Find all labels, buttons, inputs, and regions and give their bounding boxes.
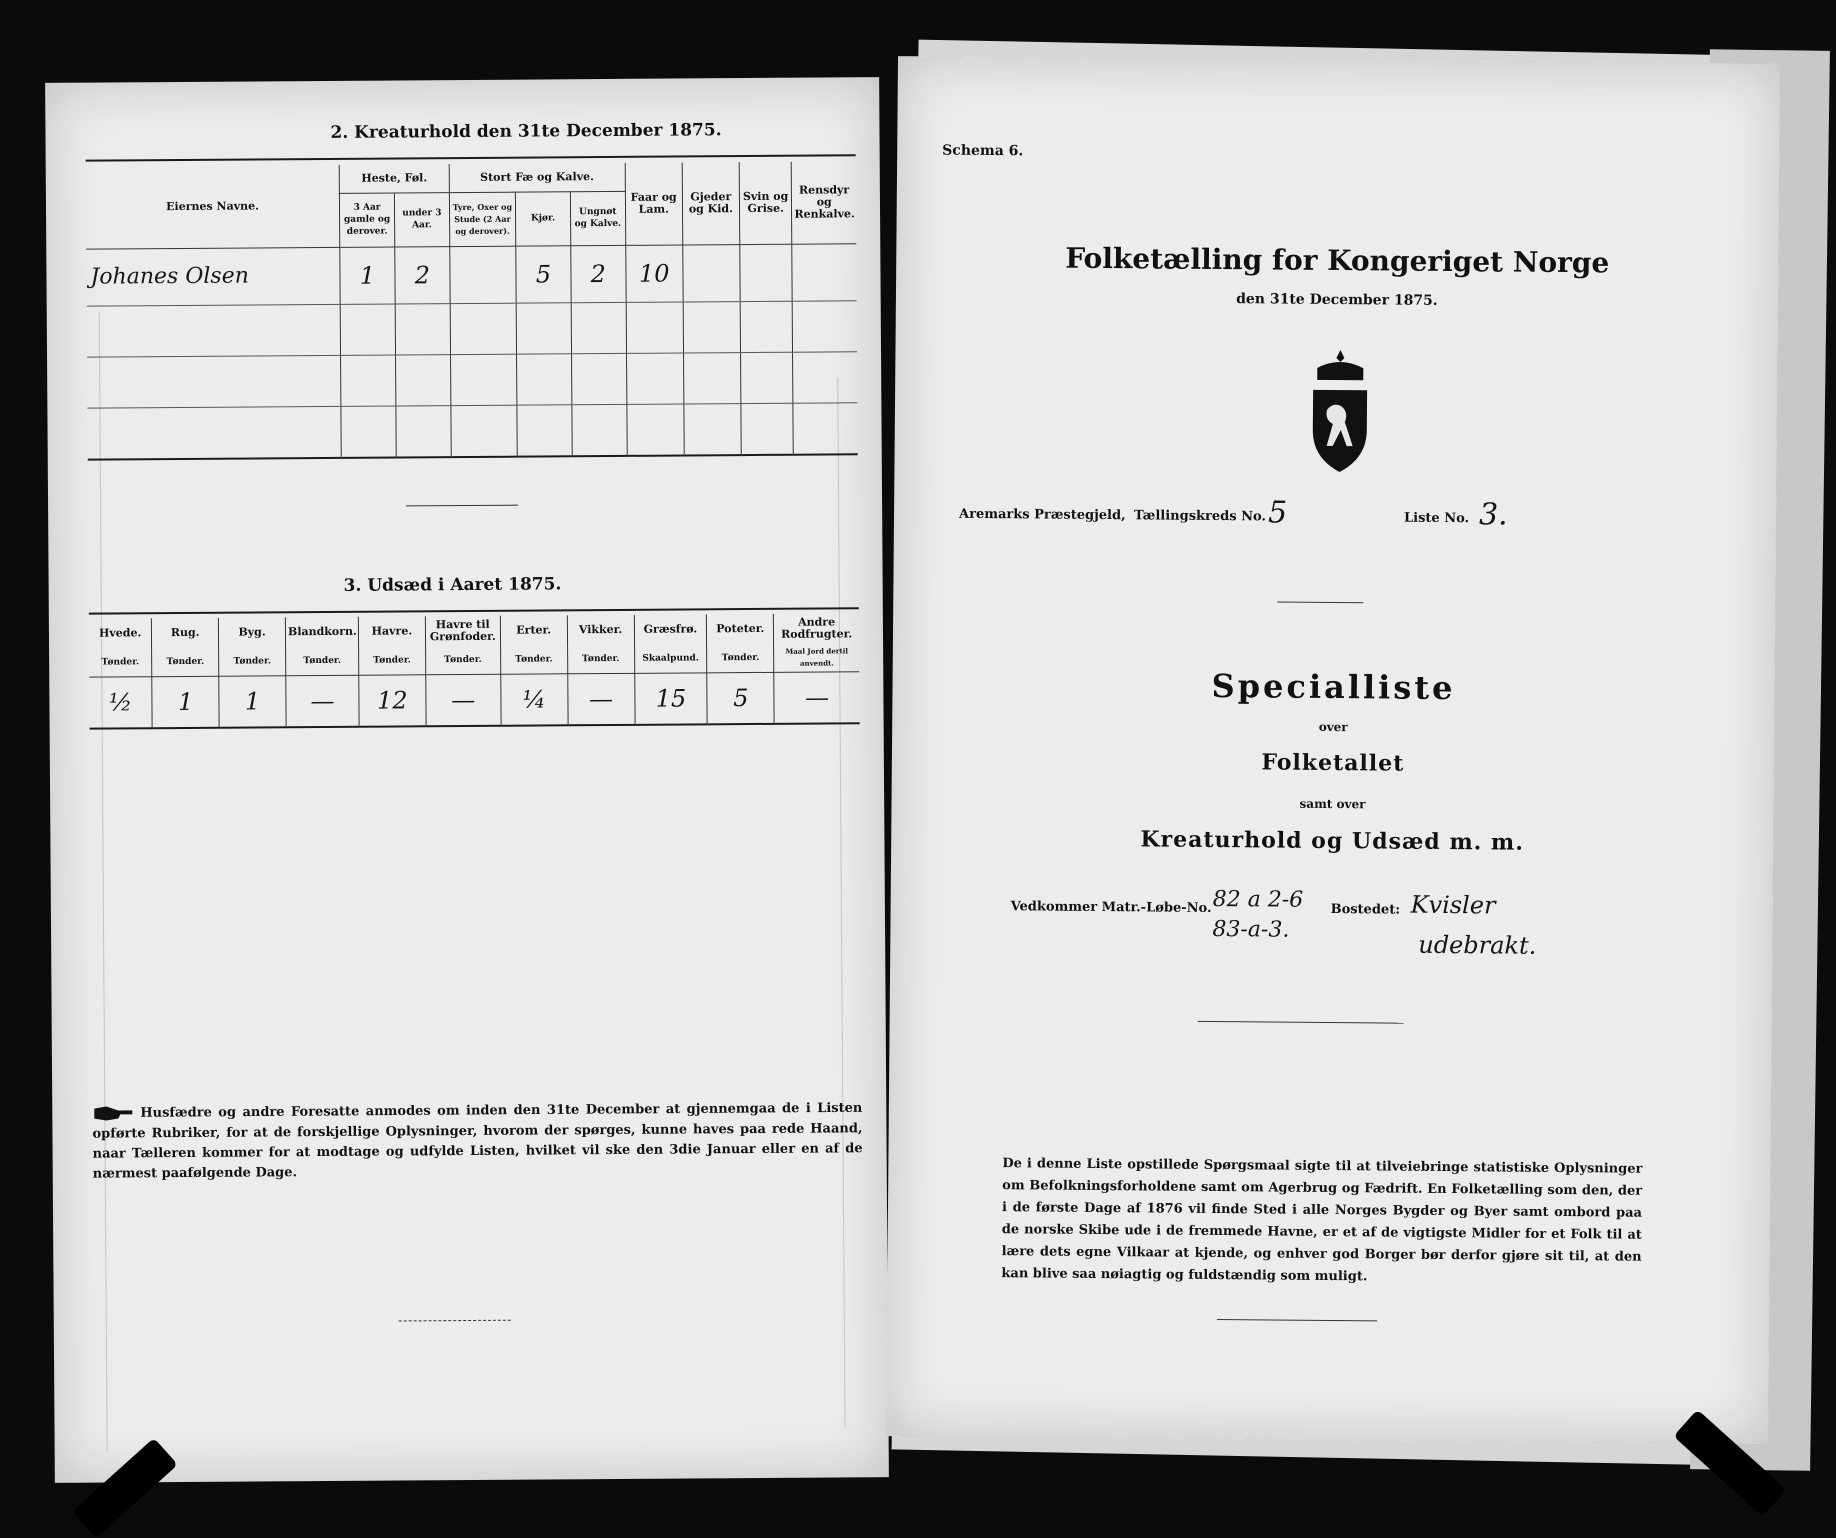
bostedet-value-2: udebrakt. [1418,930,1537,960]
divider [1217,1319,1377,1321]
schema-label: Schema 6. [942,142,1024,160]
seed-value: — [426,674,501,726]
divider [1198,1021,1404,1024]
seed-value: — [567,673,634,725]
seed-col-name: Hvede. [89,618,152,648]
col-sheep: Faar og Lam. [625,162,683,244]
col-horses: Heste, Føl. [339,164,449,193]
table-row [87,402,857,459]
seed-value: 5 [707,672,774,724]
district-label: Tællingskreds No. [1133,508,1267,525]
livestock-table [86,161,858,460]
cell-pigs [740,244,793,301]
cell-horses-under3: 2 [395,246,450,303]
seed-col-name: Rug. [152,618,219,648]
col-young-cattle: Ungnøt og Kalve. [570,191,625,245]
col-horses-under3: under 3 Aar. [394,192,449,246]
right-page [886,56,1780,1444]
table-row [87,300,857,356]
special-heading: Specialliste [1211,666,1456,708]
pointing-hand-icon [92,1102,134,1124]
col-owner: Eiernes Navne. [86,165,340,249]
col-horses-3plus: 3 Aar gamle og derover. [340,192,395,246]
seed-col-unit: Tønder. [425,646,500,675]
divider [1277,602,1363,604]
list-label: Liste No. [1403,510,1470,527]
matr-value-1: 82 a 2-6 [1212,886,1304,913]
district-value: 5 [1267,495,1288,531]
seed-col-name: Vikker. [567,615,634,645]
bostedet-label: Bostedet: [1330,901,1401,918]
seed-table [89,613,860,729]
seed-value: 15 [634,672,707,724]
seed-col-unit: Tønder. [152,648,219,676]
top-rule [86,154,856,161]
seed-value: 12 [359,674,426,726]
cell-young-cattle: 2 [571,245,626,302]
seed-value: 1 [219,675,286,727]
seed-value: ½ [89,676,152,728]
seed-value: — [774,671,860,723]
seed-col-name: Poteter. [707,614,774,644]
section2-title: 2. Kreaturhold den 31te December 1875. [330,120,722,143]
seed-col-unit: Tønder. [707,644,774,672]
divider [406,505,518,507]
seed-col-unit: Tønder. [89,648,152,676]
seed-col-name: Andre Rodfrugter. [774,613,859,644]
seed-col-name: Blandkorn. [285,617,358,648]
matr-value-2: 83-a-3. [1212,916,1290,943]
over-text: over [1318,719,1348,735]
coat-of-arms-icon [1302,350,1377,475]
cell-reindeer [792,243,856,300]
samt-over-text: samt over [1299,796,1366,812]
list-value: 3. [1478,497,1508,533]
col-bulls: Tyre, Oxer og Stude (2 Aar og derover). [449,192,516,246]
matr-label: Vedkommer Matr.-Løbe-No. [1010,899,1212,916]
seed-col-unit: Tønder. [359,646,426,674]
kreaturhold-heading: Kreaturhold og Udsæd m. m. [1140,826,1525,856]
title-date: den 31te December 1875. [1236,291,1438,309]
seed-value: 1 [152,676,219,728]
seed-col-unit: Tønder. [500,645,567,673]
col-cattle: Stort Fæ og Kalve. [449,163,625,192]
cell-horses-3plus: 1 [340,246,395,303]
cell-cows: 5 [516,245,571,302]
seed-col-unit: Skaalpund. [634,644,707,673]
table-row [87,351,857,407]
seed-col-unit: Tønder. [286,647,359,676]
seed-col-name: Havre. [358,616,425,646]
seed-col-name: Byg. [219,617,286,647]
seed-col-unit: Tønder. [567,645,634,673]
main-title: Folketælling for Kongeriget Norge [1065,241,1610,280]
bostedet-value-1: Kvisler [1410,890,1496,920]
notice-text: Husfædre og andre Foresatte anmodes om inden den 31te December at gjennemgaa de i Listen opførte Rubriker, for at de forskjellige Oplysninger, hvorom der spørges, kunne haves paa rede Haand, naar Tælleren kommer for at modtage og udfylde Listen, hvilket vil ske den 3die Januar eller en af de nærmest paafølgende Dage. [92,1100,863,1182]
seed-value: ¼ [501,673,568,725]
seed-col-name: Havre til Grønfoder. [425,616,500,647]
seed-values-row [89,671,859,728]
cell-bulls [450,246,517,303]
cell-goats [683,244,741,301]
seed-col-name: Erter. [500,615,567,645]
table-row [86,243,856,305]
col-reindeer: Rensdyr og Renkalve. [792,161,857,243]
seed-col-unit: Tønder. [219,647,286,675]
info-paragraph: De i denne Liste opstillede Spørgsmaal sigte til at tilveiebringe statistiske Oplysninger om Befolkningsforholdene samt om Agerbrug og Fædrift. En Folketælling som den, der i de første Dage af 1876 vil finde Sted i alle Norges Bygder og Byer samt ombord paa de norske Skibe ude i de fremmede Havne, er et af de vigtigste Midler for et Folk til at lære dets egne Vilkaar at kjende, og enhver god Borger bør derfor gjøre sit til, at den kan blive saa nøiagtig og fuldstændig som muligt. [1001,1156,1643,1285]
col-goats: Gjeder og Kid. [682,162,740,244]
notice [92,1097,863,1184]
col-pigs: Svin og Grise. [739,162,792,244]
section3-title: 3. Udsæd i Aaret 1875. [343,574,562,596]
cell-sheep: 10 [625,244,683,301]
bleed-through-text [946,127,1598,353]
col-cows: Kjør. [515,191,570,245]
parish-label: Aremarks Præstegjeld, [958,506,1126,524]
divider [399,1320,511,1322]
folketallet-heading: Folketallet [1261,749,1405,777]
seed-col-unit: Maal Jord dertil anvendt. [774,643,859,672]
left-page [45,77,889,1483]
owner-name: Johanes Olsen [86,247,340,306]
bleed-through-text [47,313,108,1453]
seed-col-name: Græsfrø. [634,614,707,645]
seed-value: — [286,675,359,727]
